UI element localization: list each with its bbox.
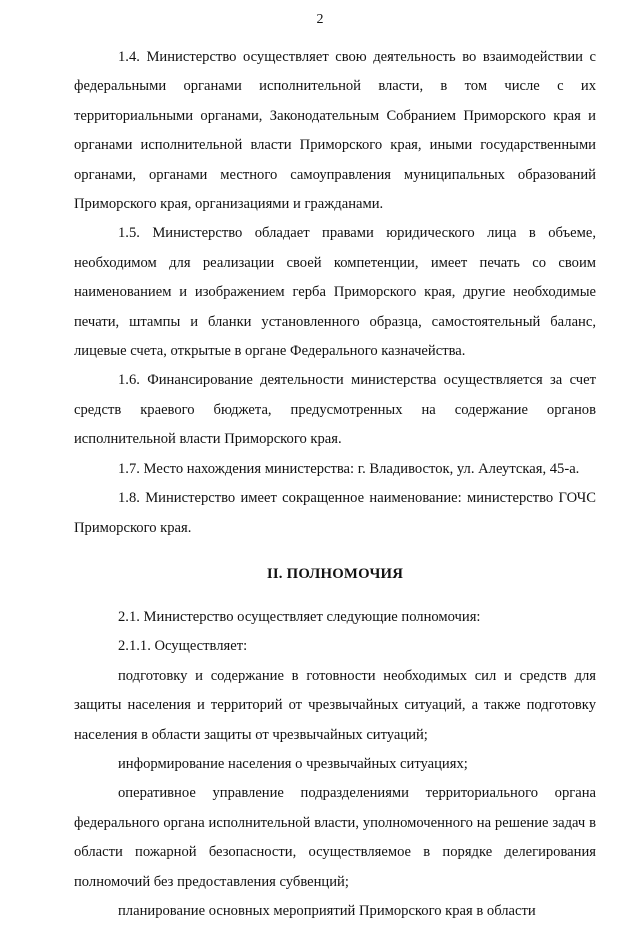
paragraph-1-5: 1.5. Министерство обладает правами юридического лица в объеме, необходимом для реализации своей компетенции, имеет печать со своим наименованием и изображением герба Приморского края, другие необходимые печати, штампы и бланки установленного образца, самостоятельный баланс, лицевые счета, открытые в органе Федерального казначейства. [74,225,596,360]
paragraph-operational-management: оперативное управление подразделениями территориального органа федерального органа исполнительной власти, уполномоченного на решение задач в области пожарной безопасности, осуществляемое в порядке делегирования полномочий без предоставления субвенций; [74,785,596,890]
paragraph-preparation: подготовку и содержание в готовности необходимых сил и средств для защиты населения и территорий от чрезвычайных ситуаций, а также подготовку населения в области защиты от чрезвычайных ситуаций; [74,667,596,743]
page-number: 2 [316,12,324,27]
paragraph-planning: планирование основных мероприятий Приморского края в области [118,902,536,919]
paragraph-informing: информирование населения о чрезвычайных ситуациях; [118,755,468,772]
paragraph-2-1-1: 2.1.1. Осуществляет: [118,638,248,655]
paragraph-1-7: 1.7. Место нахождения министерства: г. Владивосток, ул. Алеутская, 45-а. [118,460,580,477]
document-body [74,43,596,926]
paragraph-2-1: 2.1. Министерство осуществляет следующие полномочия: [118,608,481,625]
section-heading: II. ПОЛНОМОЧИЯ [266,565,404,582]
paragraph-1-8: 1.8. Министерство имеет сокращенное наименование: министерство ГОЧС Приморского края. [74,490,596,536]
paragraph-1-6: 1.6. Финансирование деятельности министерства осуществляется за счет средств краевого бюджета, предусмотренных на содержание органов исполнительной власти Приморского края. [74,372,596,448]
paragraph-1-4: 1.4. Министерство осуществляет свою деятельность во взаимодействии с федеральными органами исполнительной власти, в том числе с их территориальными органами, Законодательным Собранием Приморского края и органами исполнительной власти Приморского края, иными государственными органами, органами местного самоуправления муниципальных образований Приморского края, организациями и гражданами. [74,49,596,213]
